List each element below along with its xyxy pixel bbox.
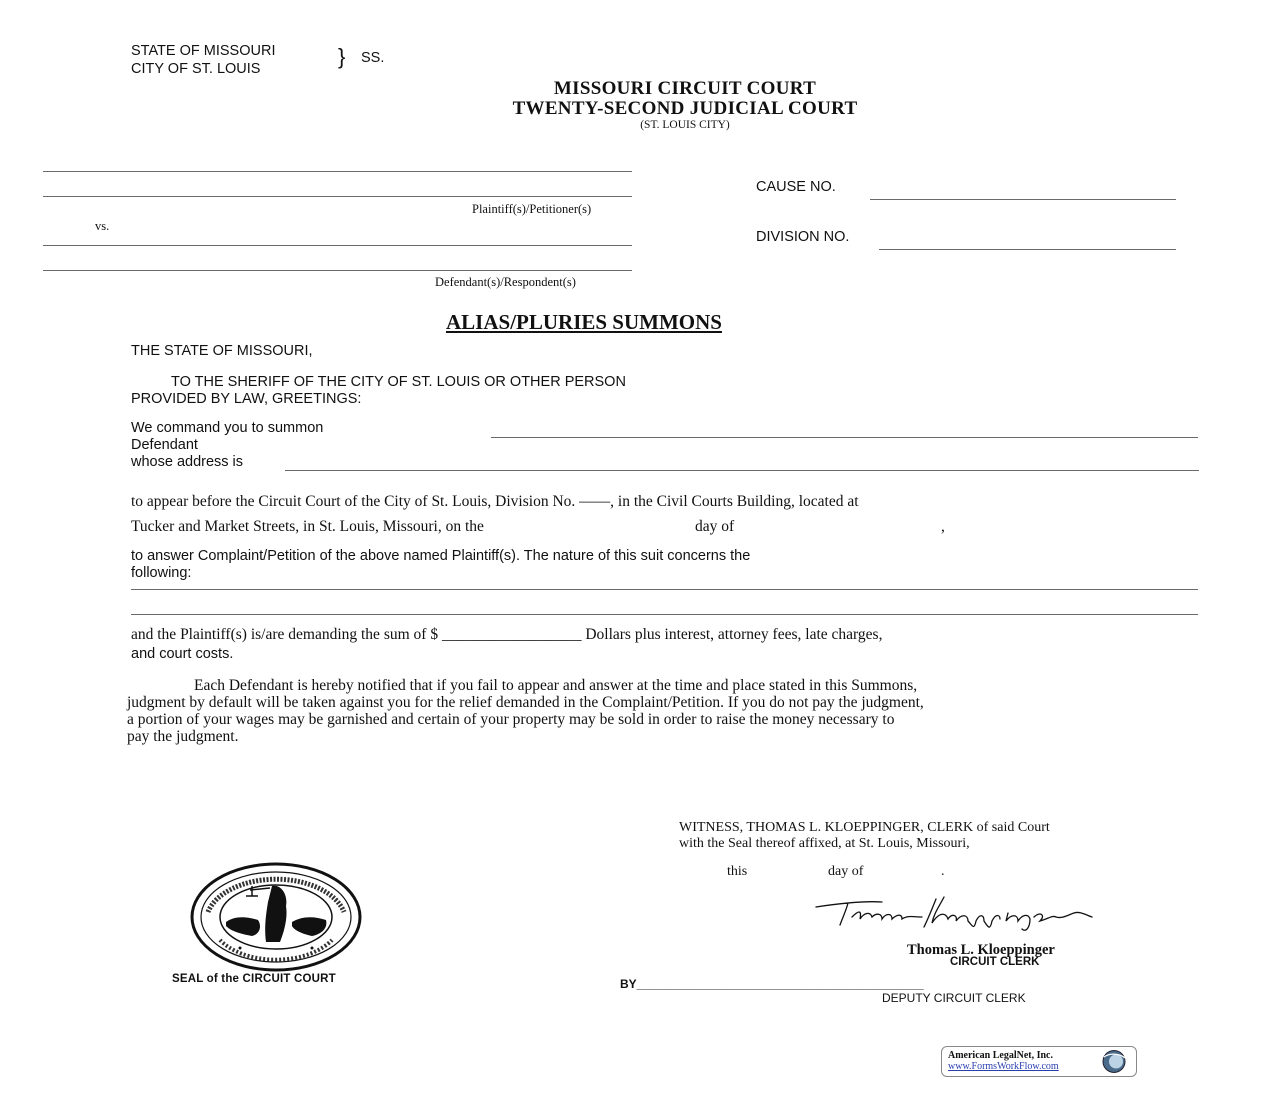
notice-line-4: pay the judgment.: [127, 728, 239, 745]
company-url-link[interactable]: www.FormsWorkFlow.com: [948, 1061, 1059, 1072]
cause-no-field[interactable]: [870, 199, 1176, 200]
defendant-name-field[interactable]: [491, 437, 1198, 438]
by-label: [620, 977, 924, 991]
witness-period: .: [941, 864, 945, 879]
court-subtitle-judicial: TWENTY-SECOND JUDICIAL COURT: [512, 98, 858, 119]
command-line: We command you to summon: [131, 420, 324, 436]
division-no-label: DIVISION NO.: [756, 229, 850, 245]
sheriff-line-1: TO THE SHERIFF OF THE CITY OF ST. LOUIS OR OTHER PERSON: [171, 374, 626, 390]
state-greeting: THE STATE OF MISSOURI,: [131, 343, 313, 359]
nature-of-suit-line-1[interactable]: [131, 589, 1198, 590]
appear-line-2: Tucker and Market Streets, in St. Louis, Missouri, on the: [131, 518, 484, 535]
clerk-title: CIRCUIT CLERK: [950, 956, 1040, 968]
plaintiff-label: Plaintiff(s)/Petitioner(s): [472, 202, 592, 216]
division-no-field[interactable]: [879, 249, 1176, 250]
demand-line-1: and the Plaintiff(s) is/are demanding the sum of $ __________________ Dollars plus interest, attorney fees, late charges,: [131, 626, 883, 643]
court-title: MISSOURI CIRCUIT COURT: [553, 78, 817, 99]
witness-line-2: with the Seal thereof affixed, at St. Louis, Missouri,: [679, 836, 970, 851]
american-legalnet-logo[interactable]: [941, 1046, 1137, 1077]
plaintiff-line-2[interactable]: [43, 196, 632, 197]
vs-label: vs.: [95, 219, 110, 233]
clerk-name: Thomas L. Kloeppinger: [907, 942, 1055, 958]
court-location: (ST. LOUIS CITY): [640, 119, 730, 131]
appear-line-1: to appear before the Circuit Court of the City of St. Louis, Division No. ——, in the Civil Courts Building, located at: [131, 493, 859, 510]
notice-line-1: Each Defendant is hereby notified that if you fail to appear and answer at the time and place stated in this Summons,: [194, 677, 918, 694]
defendant-line-2[interactable]: [43, 270, 632, 271]
sheriff-line-2: PROVIDED BY LAW, GREETINGS:: [131, 391, 362, 407]
ss-label: SS.: [361, 50, 385, 66]
cause-no-label: CAUSE NO.: [756, 179, 836, 195]
answer-line-2: following:: [131, 565, 192, 581]
defendant-line-1[interactable]: [43, 245, 632, 246]
answer-line-1: to answer Complaint/Petition of the above named Plaintiff(s). The nature of this suit concerns the: [131, 548, 751, 564]
venue-city: CITY OF ST. LOUIS: [131, 61, 261, 77]
globe-icon: [1099, 1049, 1129, 1074]
deputy-signature-line[interactable]: BY___________________________________________: [620, 977, 924, 991]
seal-caption: SEAL of the CIRCUIT COURT: [172, 973, 336, 985]
defendant-word: Defendant: [131, 437, 198, 453]
nature-of-suit-line-2[interactable]: [131, 614, 1198, 615]
court-seal-icon: [190, 862, 362, 972]
deputy-title: DEPUTY CIRCUIT CLERK: [882, 991, 1026, 1005]
appear-comma: ,: [941, 518, 945, 535]
notice-line-2: judgment by default will be taken against you for the relief demanded in the Complaint/Petition. If you do not pay the judgment,: [127, 694, 924, 711]
form-title: ALIAS/PLURIES SUMMONS: [446, 310, 722, 334]
plaintiff-line-1[interactable]: [43, 171, 632, 172]
defendant-address-field[interactable]: [285, 470, 1199, 471]
brace-icon: }: [338, 44, 346, 69]
clerk-signature: [812, 893, 1102, 933]
witness-this: this: [727, 864, 748, 879]
notice-line-3: a portion of your wages may be garnished and certain of your property may be sold in order to raise the money necessary to: [127, 711, 895, 728]
demand-line-2: and court costs.: [131, 646, 234, 662]
defendant-label: Defendant(s)/Respondent(s): [435, 275, 576, 289]
company-name: American LegalNet, Inc.: [948, 1050, 1053, 1061]
witness-line-1: WITNESS, THOMAS L. KLOEPPINGER, CLERK of said Court: [679, 820, 1050, 835]
venue-state: STATE OF MISSOURI: [131, 43, 276, 59]
address-label: whose address is: [131, 454, 244, 470]
witness-day-of: day of: [828, 864, 864, 879]
appear-day-of: day of: [695, 518, 735, 535]
